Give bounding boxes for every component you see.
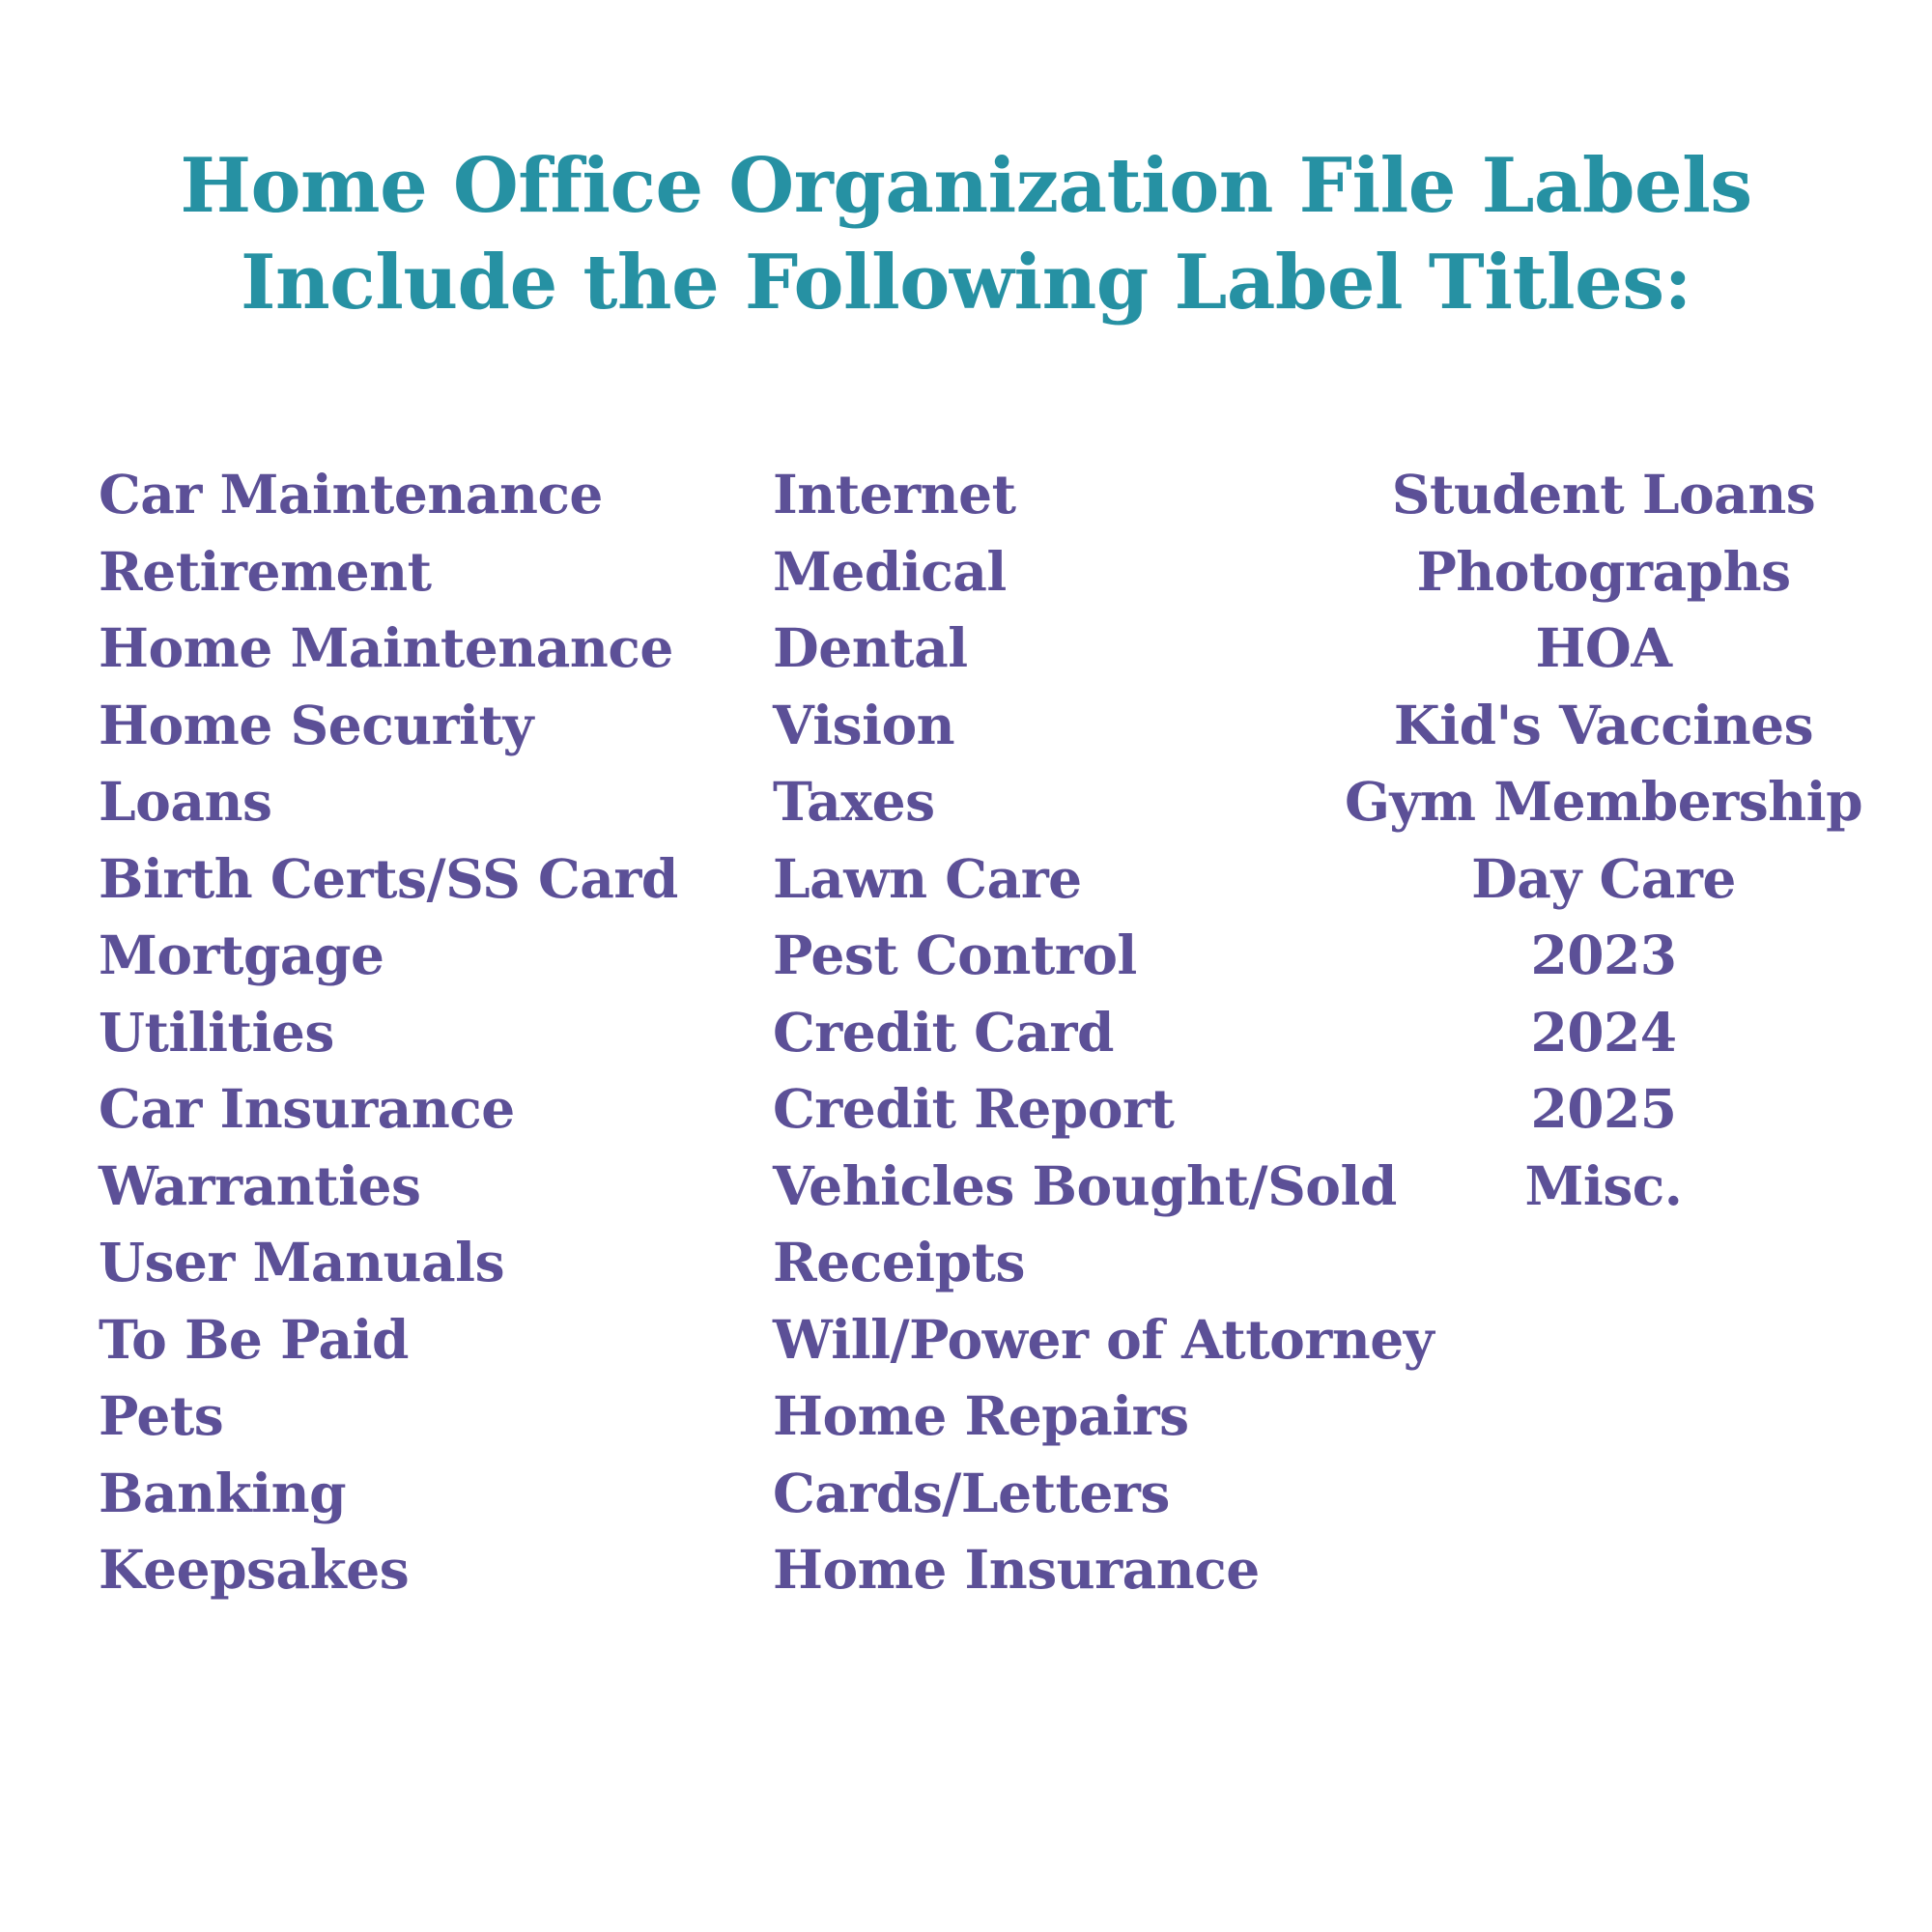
label-item: Home Insurance — [773, 1538, 1260, 1601]
label-item: Retirement — [99, 539, 432, 603]
label-item: Pest Control — [773, 923, 1137, 986]
label-item: 2024 — [1530, 1000, 1677, 1064]
label-item: Car Maintenance — [99, 463, 603, 526]
label-item: Vehicles Bought/Sold — [773, 1153, 1397, 1217]
label-item: Loans — [99, 770, 272, 833]
label-item: Photographs — [1416, 539, 1791, 603]
label-item: Internet — [773, 463, 1016, 526]
label-item: User Manuals — [99, 1231, 505, 1293]
label-item: Home Maintenance — [99, 616, 673, 679]
label-item: Utilities — [99, 1000, 334, 1064]
label-item: Receipts — [773, 1231, 1025, 1293]
label-item: Vision — [773, 693, 955, 756]
label-item: 2023 — [1530, 923, 1677, 986]
label-item: Credit Report — [773, 1077, 1175, 1140]
page-title-line-2: Include the Following Label Titles: — [241, 239, 1691, 327]
label-item: Taxes — [773, 770, 935, 833]
label-column-3 — [1333, 456, 1874, 1224]
label-item: Birth Certs/SS Card — [99, 846, 678, 910]
label-item: Dental — [773, 616, 968, 679]
label-column-1 — [99, 456, 678, 1608]
label-item: Kid's Vaccines — [1393, 693, 1814, 756]
label-item: Home Security — [99, 693, 533, 756]
label-item: Banking — [99, 1461, 347, 1524]
label-item: Gym Membership — [1344, 770, 1863, 833]
label-item: Car Insurance — [99, 1077, 515, 1140]
label-item: Keepsakes — [99, 1538, 410, 1601]
label-item: Mortgage — [99, 923, 384, 986]
label-item: Credit Card — [773, 1000, 1114, 1064]
label-item: Lawn Care — [773, 846, 1082, 910]
label-item: 2025 — [1530, 1077, 1677, 1140]
label-item: To Be Paid — [99, 1307, 409, 1371]
label-item: Pets — [99, 1384, 224, 1447]
label-item: HOA — [1535, 616, 1672, 679]
label-item: Student Loans — [1391, 463, 1816, 526]
label-item: Misc. — [1524, 1153, 1683, 1217]
page-title-line-1: Home Office Organization File Labels — [180, 142, 1752, 230]
label-item: Medical — [773, 539, 1007, 603]
label-item: Warranties — [99, 1153, 421, 1217]
label-item: Day Care — [1471, 846, 1736, 910]
label-item: Will/Power of Attorney — [773, 1307, 1435, 1371]
label-item: Cards/Letters — [773, 1461, 1170, 1524]
label-item: Home Repairs — [773, 1384, 1189, 1447]
